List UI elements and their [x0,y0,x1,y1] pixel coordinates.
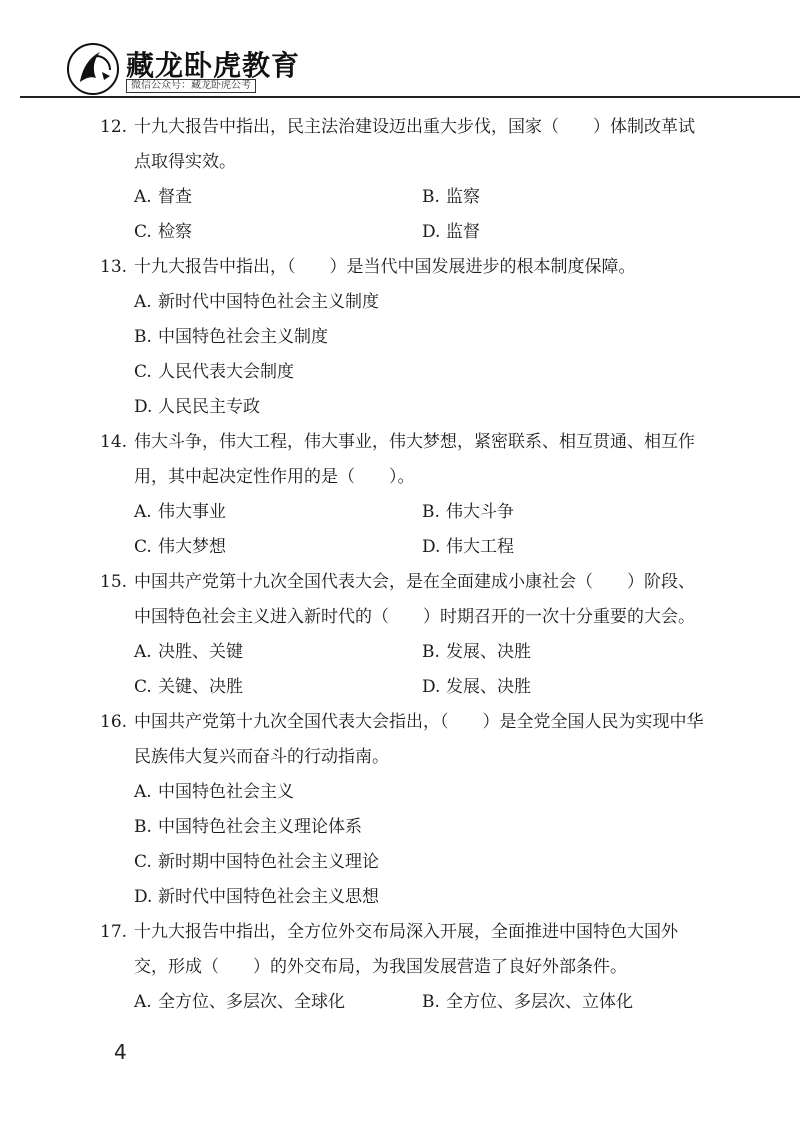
option-text: 伟大斗争 [446,502,514,522]
option-text: 伟大工程 [446,537,514,557]
answer-option [134,635,422,670]
option-letter: B. [422,187,440,207]
page-header [0,0,800,100]
option-text: 新时代中国特色社会主义思想 [158,887,379,907]
option-text: 督查 [158,187,192,207]
option-letter: D. [422,222,441,242]
option-text: 发展、决胜 [446,642,531,662]
question-stem [100,110,710,180]
answer-option [134,180,422,215]
option-text: 决胜、关键 [158,642,243,662]
answer-option [422,670,710,705]
answer-option [134,985,422,1020]
brand-name: 藏龙卧虎教育 [126,49,301,82]
question-number: 16. [100,712,128,732]
question-text: 中国共产党第十九次全国代表大会指出，（ ）是全党全国人民为实现中华民族伟大复兴而奋斗的行动指南。 [134,712,704,767]
option-row [134,215,710,250]
option-letter: A. [134,782,152,802]
question-number: 15. [100,572,128,592]
question-text: 伟大斗争，伟大工程，伟大事业，伟大梦想，紧密联系、相互贯通、相互作用，其中起决定性作用的是（ ）。 [134,432,695,487]
option-text: 关键、决胜 [158,677,243,697]
option-row [134,495,710,530]
option-text: 中国特色社会主义制度 [158,327,328,347]
answer-option [134,775,294,810]
question-text: 十九大报告中指出，（ ）是当代中国发展进步的根本制度保障。 [134,257,636,277]
option-list [100,495,710,565]
option-letter: A. [134,292,152,312]
question-text: 十九大报告中指出，全方位外交布局深入开展，全面推进中国特色大国外交，形成（ ）的外交布局，为我国发展营造了良好外部条件。 [134,922,678,977]
question-item [100,565,710,705]
answer-option [422,985,710,1020]
option-letter: C. [134,362,152,382]
answer-option [134,670,422,705]
answer-option [134,355,294,390]
option-row [134,285,710,320]
brand-subtitle: 微信公众号：藏龙卧虎公考 [126,79,256,93]
answer-option [422,215,710,250]
option-text: 检察 [158,222,192,242]
option-text: 全方位、多层次、立体化 [446,992,633,1012]
answer-option [134,390,260,425]
question-number: 17. [100,922,128,942]
option-row [134,320,710,355]
option-letter: A. [134,992,152,1012]
answer-option [134,845,379,880]
page-number: 4 [114,1040,127,1064]
header-divider [20,96,800,98]
option-list [100,285,710,425]
option-list [100,635,710,705]
question-number: 12. [100,117,128,137]
option-text: 人民代表大会制度 [158,362,294,382]
question-list [100,110,710,1020]
question-stem [100,705,710,775]
answer-option [422,495,710,530]
option-text: 伟大事业 [158,502,226,522]
answer-option [422,635,710,670]
option-text: 监察 [446,187,480,207]
option-letter: A. [134,502,152,522]
question-number: 14. [100,432,128,452]
option-row [134,180,710,215]
option-letter: B. [134,327,152,347]
answer-option [134,215,422,250]
question-text: 中国共产党第十九次全国代表大会，是在全面建成小康社会（ ）阶段、中国特色社会主义进入新时代的（ ）时期召开的一次十分重要的大会。 [134,572,695,627]
option-letter: C. [134,852,152,872]
question-stem [100,915,710,985]
question-item [100,250,710,425]
option-row [134,845,710,880]
answer-option [422,180,710,215]
option-text: 中国特色社会主义理论体系 [158,817,362,837]
option-list [100,180,710,250]
option-text: 新时期中国特色社会主义理论 [158,852,379,872]
answer-option [134,495,422,530]
answer-option [134,880,379,915]
option-list [100,775,710,915]
question-item [100,915,710,1020]
option-row [134,670,710,705]
option-row [134,810,710,845]
option-letter: D. [422,677,441,697]
option-letter: C. [134,537,152,557]
option-text: 人民民主专政 [158,397,260,417]
question-stem [100,565,710,635]
question-item [100,705,710,915]
question-stem [100,425,710,495]
option-row [134,880,710,915]
option-letter: D. [422,537,441,557]
option-letter: C. [134,222,152,242]
option-letter: A. [134,642,152,662]
option-row [134,985,710,1020]
option-list [100,985,710,1020]
option-row [134,775,710,810]
option-letter: B. [422,642,440,662]
option-letter: B. [422,992,440,1012]
option-row [134,530,710,565]
option-letter: D. [134,887,153,907]
option-row [134,355,710,390]
answer-option [134,810,362,845]
option-letter: B. [134,817,152,837]
answer-option [134,285,379,320]
answer-option [134,320,328,355]
option-text: 伟大梦想 [158,537,226,557]
question-item [100,425,710,565]
option-row [134,635,710,670]
option-text: 监督 [446,222,480,242]
option-row [134,390,710,425]
option-letter: A. [134,187,152,207]
option-letter: C. [134,677,152,697]
question-number: 13. [100,257,128,277]
question-item [100,110,710,250]
answer-option [422,530,710,565]
option-text: 全方位、多层次、全球化 [158,992,345,1012]
option-letter: B. [422,502,440,522]
answer-option [134,530,422,565]
option-text: 新时代中国特色社会主义制度 [158,292,379,312]
question-text: 十九大报告中指出，民主法治建设迈出重大步伐，国家（ ）体制改革试点取得实效。 [134,117,695,172]
option-letter: D. [134,397,153,417]
question-stem [100,250,710,285]
option-text: 发展、决胜 [446,677,531,697]
option-text: 中国特色社会主义 [158,782,294,802]
logo-icon [66,42,120,96]
